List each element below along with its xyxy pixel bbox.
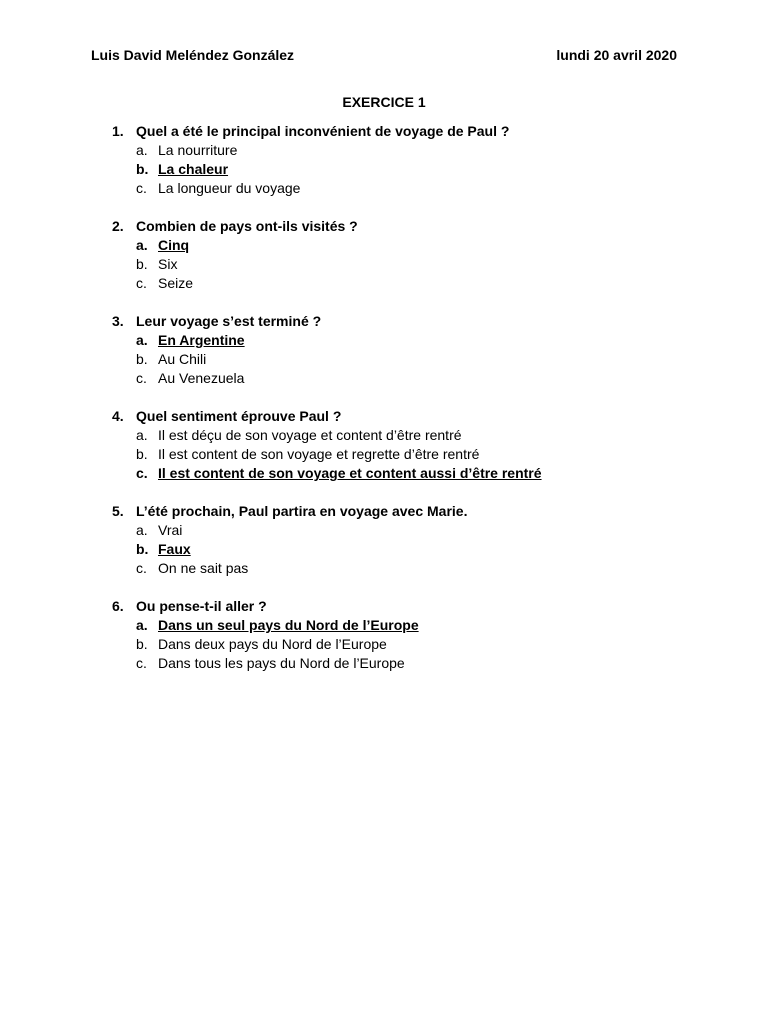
option-letter: a. [136,142,148,158]
option-item-correct [112,616,712,635]
question-item [112,312,712,388]
option-text: Vrai [158,522,183,538]
option-letter: c. [136,275,147,291]
option-letter: c. [136,655,147,671]
option-letter: a. [136,522,148,538]
option-text: On ne sait pas [158,560,249,576]
option-letter: a. [136,237,148,253]
option-text: Au Chili [158,351,207,367]
option-item-correct [112,540,712,559]
option-text: La chaleur [158,161,229,177]
option-list [112,141,712,198]
option-list [112,236,712,293]
question-line [112,122,712,141]
option-item [112,445,712,464]
option-item-correct [112,331,712,350]
option-item [112,141,712,160]
option-item [112,179,712,198]
page-header [91,47,677,67]
question-text: L’été prochain, Paul partira en voyage avec Marie. [136,503,468,519]
option-list [112,331,712,388]
exercise-title: EXERCICE 1 [342,94,426,110]
option-text: Seize [158,275,194,291]
option-item [112,521,712,540]
option-letter: c. [136,465,148,481]
option-text: Faux [158,541,191,557]
option-letter: b. [136,256,148,272]
option-letter: b. [136,446,148,462]
option-item-correct [112,236,712,255]
option-item-correct [112,160,712,179]
option-list [112,616,712,673]
option-item [112,654,712,673]
option-text: En Argentine [158,332,245,348]
question-list [112,122,712,692]
question-line [112,217,712,236]
question-number: 3. [112,313,124,329]
question-text: Quel a été le principal inconvénient de voyage de Paul ? [136,123,510,139]
option-letter: b. [136,351,148,367]
option-text: Dans deux pays du Nord de l’Europe [158,636,387,652]
question-number: 1. [112,123,124,139]
option-letter: b. [136,636,148,652]
option-item [112,559,712,578]
question-text: Ou pense-t-il aller ? [136,598,267,614]
question-line [112,597,712,616]
question-line [112,502,712,521]
option-item [112,426,712,445]
option-text: Six [158,256,178,272]
option-text: Dans tous les pays du Nord de l’Europe [158,655,405,671]
option-item [112,369,712,388]
author-name: Luis David Meléndez González [91,47,295,63]
option-item-correct [112,464,712,483]
option-text: Cinq [158,237,190,253]
option-letter: b. [136,161,149,177]
option-text: Il est déçu de son voyage et content d’être rentré [158,427,462,443]
question-item [112,407,712,483]
question-item [112,597,712,673]
option-letter: a. [136,617,148,633]
option-item [112,255,712,274]
question-item [112,217,712,293]
option-item [112,274,712,293]
option-text: Dans un seul pays du Nord de l’Europe [158,617,419,633]
question-line [112,407,712,426]
option-letter: a. [136,332,148,348]
option-text: Au Venezuela [158,370,245,386]
option-item [112,350,712,369]
option-letter: b. [136,541,149,557]
option-list [112,426,712,483]
option-text: La nourriture [158,142,238,158]
option-text: Il est content de son voyage et regrette d’être rentré [158,446,480,462]
question-text: Leur voyage s’est terminé ? [136,313,322,329]
question-number: 2. [112,218,124,234]
option-text: La longueur du voyage [158,180,301,196]
option-list [112,521,712,578]
question-item [112,502,712,578]
document-date: lundi 20 avril 2020 [556,47,677,63]
option-letter: c. [136,180,147,196]
question-number: 4. [112,408,124,424]
option-item [112,635,712,654]
option-letter: c. [136,560,147,576]
question-number: 5. [112,503,124,519]
question-text: Combien de pays ont-ils visités ? [136,218,358,234]
option-letter: c. [136,370,147,386]
question-number: 6. [112,598,124,614]
question-item [112,122,712,198]
option-letter: a. [136,427,148,443]
option-text: Il est content de son voyage et content aussi d’être rentré [158,465,542,481]
question-line [112,312,712,331]
question-text: Quel sentiment éprouve Paul ? [136,408,342,424]
